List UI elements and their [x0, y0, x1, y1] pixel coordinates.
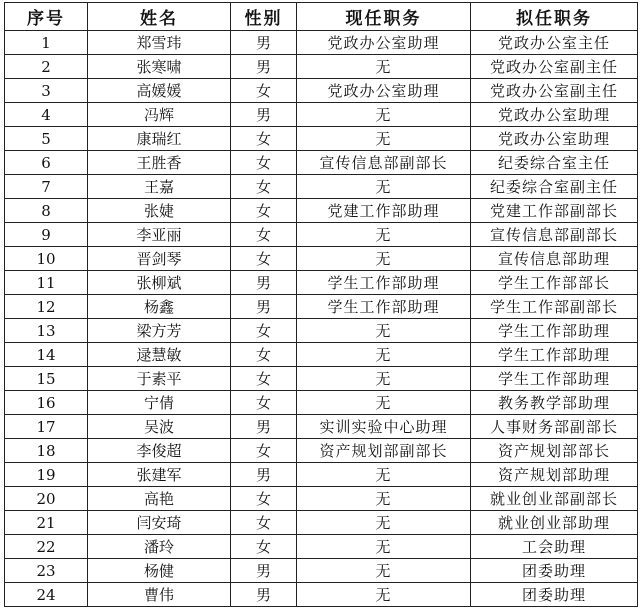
header-index: 序号 [5, 3, 88, 31]
cell-gender: 男 [231, 295, 297, 319]
cell-index: 18 [5, 439, 88, 463]
cell-name: 闫安琦 [88, 511, 231, 535]
cell-current-position: 无 [297, 343, 471, 367]
cell-name: 李俊超 [88, 439, 231, 463]
cell-name: 张寒啸 [88, 55, 231, 79]
cell-current-position: 无 [297, 511, 471, 535]
cell-name: 逯慧敏 [88, 343, 231, 367]
cell-current-position: 无 [297, 583, 471, 607]
cell-index: 23 [5, 559, 88, 583]
cell-proposed-position: 资产规划部部长 [471, 439, 638, 463]
cell-name: 李亚丽 [88, 223, 231, 247]
table-row [5, 535, 638, 559]
cell-current-position: 党政办公室助理 [297, 31, 471, 55]
cell-current-position: 实训实验中心助理 [297, 415, 471, 439]
cell-index: 16 [5, 391, 88, 415]
table-row [5, 343, 638, 367]
cell-gender: 男 [231, 559, 297, 583]
cell-index: 19 [5, 463, 88, 487]
cell-proposed-position: 纪委综合室主任 [471, 151, 638, 175]
cell-index: 9 [5, 223, 88, 247]
table-row [5, 391, 638, 415]
cell-current-position: 无 [297, 55, 471, 79]
cell-current-position: 无 [297, 487, 471, 511]
cell-name: 曹伟 [88, 583, 231, 607]
cell-gender: 男 [231, 103, 297, 127]
cell-proposed-position: 就业创业部副部长 [471, 487, 638, 511]
table-row [5, 79, 638, 103]
table-row [5, 487, 638, 511]
table-row [5, 55, 638, 79]
header-proposed-position: 拟任职务 [471, 3, 638, 31]
cell-proposed-position: 宣传信息部副部长 [471, 223, 638, 247]
cell-gender: 女 [231, 367, 297, 391]
cell-index: 10 [5, 247, 88, 271]
cell-index: 11 [5, 271, 88, 295]
table-row [5, 247, 638, 271]
appointment-table [4, 2, 638, 607]
header-row [5, 3, 638, 31]
cell-name: 晋剑琴 [88, 247, 231, 271]
cell-index: 12 [5, 295, 88, 319]
cell-name: 王胜香 [88, 151, 231, 175]
cell-gender: 男 [231, 271, 297, 295]
cell-gender: 女 [231, 223, 297, 247]
header-current-position: 现任职务 [297, 3, 471, 31]
cell-index: 4 [5, 103, 88, 127]
cell-proposed-position: 学生工作部副部长 [471, 295, 638, 319]
cell-proposed-position: 就业创业部助理 [471, 511, 638, 535]
cell-index: 13 [5, 319, 88, 343]
cell-current-position: 无 [297, 103, 471, 127]
table-body [5, 31, 638, 607]
cell-current-position: 资产规划部副部长 [297, 439, 471, 463]
table-row [5, 583, 638, 607]
cell-current-position: 无 [297, 391, 471, 415]
cell-name: 吴波 [88, 415, 231, 439]
cell-gender: 女 [231, 247, 297, 271]
cell-index: 14 [5, 343, 88, 367]
table-row [5, 439, 638, 463]
cell-index: 5 [5, 127, 88, 151]
cell-proposed-position: 党政办公室助理 [471, 103, 638, 127]
cell-current-position: 无 [297, 367, 471, 391]
table-row [5, 103, 638, 127]
cell-gender: 女 [231, 79, 297, 103]
cell-current-position: 无 [297, 247, 471, 271]
header-name: 姓名 [88, 3, 231, 31]
cell-gender: 女 [231, 319, 297, 343]
cell-name: 王嘉 [88, 175, 231, 199]
table-row [5, 415, 638, 439]
cell-gender: 男 [231, 463, 297, 487]
cell-proposed-position: 党政办公室副主任 [471, 55, 638, 79]
cell-proposed-position: 团委助理 [471, 559, 638, 583]
table-row [5, 319, 638, 343]
cell-proposed-position: 资产规划部助理 [471, 463, 638, 487]
table-row [5, 31, 638, 55]
cell-proposed-position: 工会助理 [471, 535, 638, 559]
cell-current-position: 无 [297, 127, 471, 151]
cell-index: 1 [5, 31, 88, 55]
cell-gender: 女 [231, 127, 297, 151]
table-row [5, 151, 638, 175]
cell-current-position: 党政办公室助理 [297, 79, 471, 103]
cell-gender: 女 [231, 343, 297, 367]
cell-proposed-position: 党建工作部副部长 [471, 199, 638, 223]
cell-gender: 男 [231, 583, 297, 607]
table-row [5, 295, 638, 319]
cell-proposed-position: 学生工作部助理 [471, 343, 638, 367]
cell-current-position: 无 [297, 175, 471, 199]
cell-index: 15 [5, 367, 88, 391]
table-row [5, 175, 638, 199]
table-row [5, 127, 638, 151]
cell-index: 7 [5, 175, 88, 199]
cell-name: 杨健 [88, 559, 231, 583]
cell-name: 冯辉 [88, 103, 231, 127]
cell-index: 6 [5, 151, 88, 175]
cell-index: 24 [5, 583, 88, 607]
cell-index: 3 [5, 79, 88, 103]
cell-gender: 女 [231, 391, 297, 415]
table-row [5, 223, 638, 247]
cell-name: 杨鑫 [88, 295, 231, 319]
cell-index: 20 [5, 487, 88, 511]
cell-gender: 女 [231, 175, 297, 199]
cell-name: 高艳 [88, 487, 231, 511]
cell-proposed-position: 学生工作部部长 [471, 271, 638, 295]
cell-name: 宁倩 [88, 391, 231, 415]
table-row [5, 367, 638, 391]
cell-gender: 男 [231, 55, 297, 79]
cell-index: 21 [5, 511, 88, 535]
cell-gender: 女 [231, 199, 297, 223]
cell-current-position: 无 [297, 463, 471, 487]
cell-current-position: 宣传信息部副部长 [297, 151, 471, 175]
cell-name: 康瑞红 [88, 127, 231, 151]
cell-gender: 女 [231, 487, 297, 511]
cell-name: 高媛媛 [88, 79, 231, 103]
cell-index: 2 [5, 55, 88, 79]
cell-current-position: 无 [297, 559, 471, 583]
cell-proposed-position: 教务教学部助理 [471, 391, 638, 415]
cell-name: 张柳斌 [88, 271, 231, 295]
cell-name: 郑雪玮 [88, 31, 231, 55]
cell-gender: 男 [231, 31, 297, 55]
cell-gender: 男 [231, 415, 297, 439]
cell-current-position: 学生工作部助理 [297, 295, 471, 319]
cell-proposed-position: 党政办公室主任 [471, 31, 638, 55]
cell-proposed-position: 党政办公室副主任 [471, 79, 638, 103]
table-row [5, 271, 638, 295]
cell-proposed-position: 团委助理 [471, 583, 638, 607]
cell-name: 梁方芳 [88, 319, 231, 343]
table-row [5, 559, 638, 583]
cell-name: 张建军 [88, 463, 231, 487]
cell-gender: 女 [231, 511, 297, 535]
cell-name: 潘玲 [88, 535, 231, 559]
cell-current-position: 无 [297, 319, 471, 343]
table-row [5, 463, 638, 487]
cell-gender: 女 [231, 439, 297, 463]
cell-current-position: 党建工作部助理 [297, 199, 471, 223]
cell-current-position: 学生工作部助理 [297, 271, 471, 295]
cell-gender: 女 [231, 535, 297, 559]
cell-proposed-position: 宣传信息部助理 [471, 247, 638, 271]
cell-index: 17 [5, 415, 88, 439]
cell-gender: 女 [231, 151, 297, 175]
cell-name: 张婕 [88, 199, 231, 223]
cell-name: 于素平 [88, 367, 231, 391]
cell-proposed-position: 学生工作部助理 [471, 319, 638, 343]
cell-current-position: 无 [297, 223, 471, 247]
cell-index: 22 [5, 535, 88, 559]
cell-proposed-position: 纪委综合室副主任 [471, 175, 638, 199]
header-gender: 性别 [231, 3, 297, 31]
cell-proposed-position: 党政办公室助理 [471, 127, 638, 151]
cell-proposed-position: 学生工作部助理 [471, 367, 638, 391]
table-row [5, 511, 638, 535]
cell-current-position: 无 [297, 535, 471, 559]
table-row [5, 199, 638, 223]
cell-index: 8 [5, 199, 88, 223]
cell-proposed-position: 人事财务部副部长 [471, 415, 638, 439]
